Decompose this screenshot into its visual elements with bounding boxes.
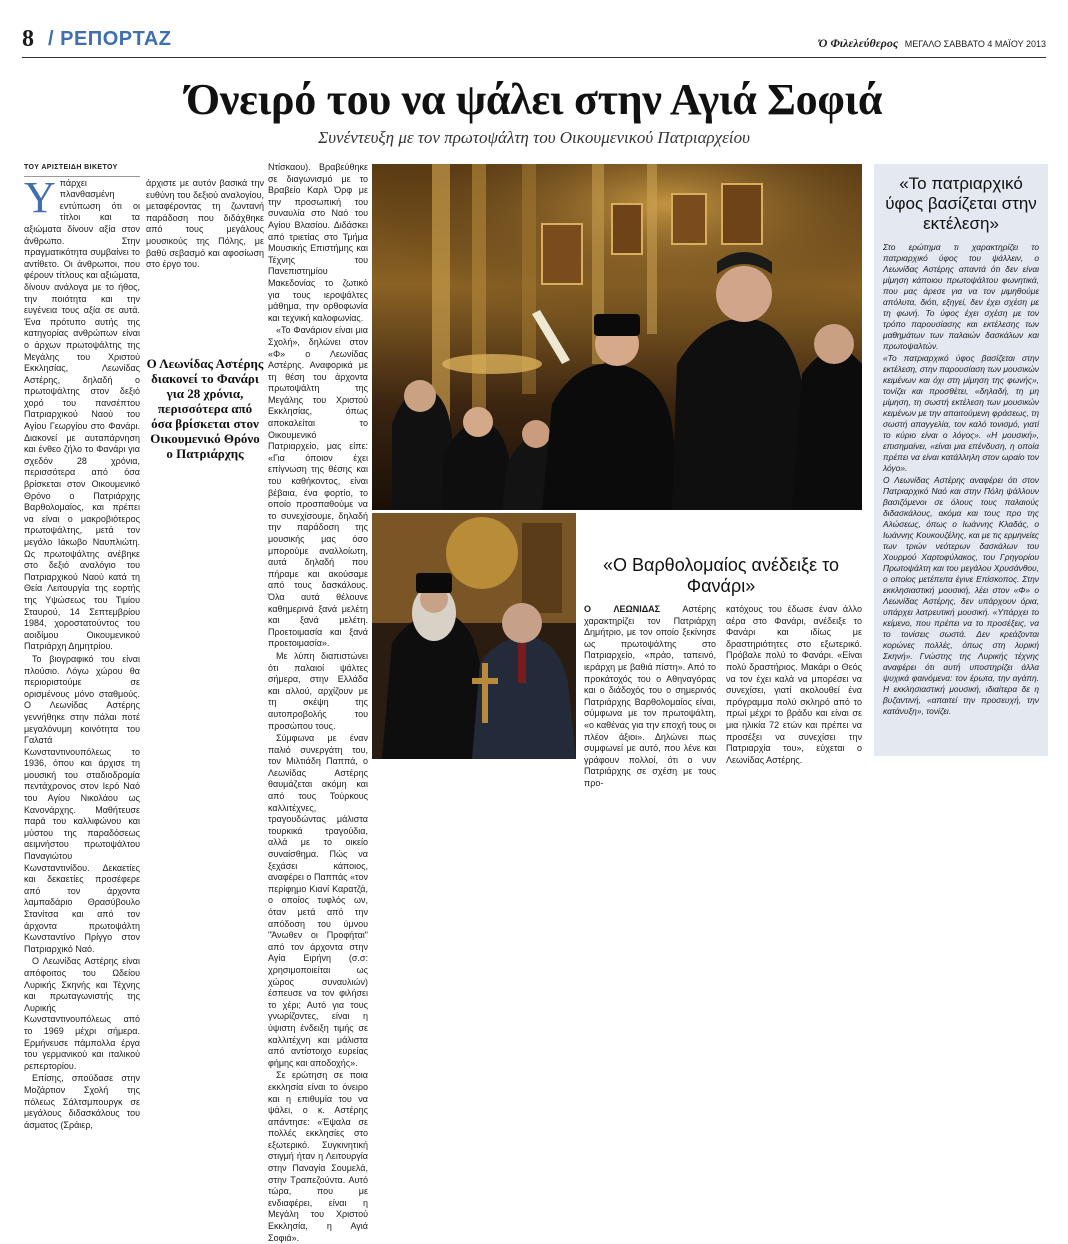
paragraph: Υπάρχει πλανθασμένη εντύπωση ότι οι τίτλοι και τα αξιώματα δίνουν αξία στον άνθρωπο. Στην πραγματικότητα συμβαίνει το αντίθετο. Οι άνθρωποι, που φέρουν τίτλους και αξιώματα, δίνουν ανάλογα με το ήθος, την ποιότητα και την ευγένεια τους αξία σε αυτά. Ένα πρότυπο αυτής της κατηγορίας ανθρώπων είναι ο άρχων πρωτοψάλτης της Μεγάλης του Χριστού Εκκλησίας, Λεωνίδας Αστέρης, δηλαδή ο πρωτοψάλτης στον δεξιό χορό του πανσέπτου Πατριαρχικού Ναού του Αγίου Γεωργίου στο Φανάρι. Διακονεί με αυταπάρνηση και ένθεο ζήλο το Φανάρι για σχεδόν 28 χρόνια, περισσότερα από όσα βρίσκεται στον Οικουμενικό Θρόνο ο Πατριάρχης Βαρθολομαίος, και πρέπει να είναι ο μακροβιότερος πρωτοψάλτης, μετά τον μεγάλο Ιάκωβο Ναυπλιώτη. Ως πρωτοψάλτης ανέβηκε στο δεξιό αναλόγιο του Πατριαρχικού Ναού κατά τη Θεία Λειτουργία της εορτής της Υψώσεως του Τιμίου Σταυρού, 14 Σεπτεμβρίου 1984, χοροστατούντος του αοιδίμου Οικουμενικού Πατριάρχη Δημητρίου. [24,172,141,652]
paragraph: Επίσης, σπούδασε στην Μοζάρτιον Σχολή της πόλεως Σάλτσμπουργκ σε μεγάλους διδασκάλους του άσματος (Σράιερ, [24,1073,140,1130]
column-1b [146,178,264,348]
newspaper-name: Ό Φιλελεύθερος [818,36,899,50]
paragraph: «Το πατριαρχικό ύφος βασίζεται στην εκτέλεση, στην παρουσίαση των μουσικών κειμένων και όχι στη μίμηση της φωνής», τονίζει και προσθέτει, «δηλαδή, τη μη μίμηση, τη σωστή εκτέλεση των μουσικών κειμένων με την απαιτούμενη φράσεως, τη σωστή απαγγελία, τον καλό τονισμό, γιατί το κύριο είναι ο λόγος». «Η μουσική», επισημαίνει, «είναι μια επένδυση, η οποία πρέπει να είναι κατάλληλη στον ωραίο τον λόγο». [883,353,1039,473]
column-2 [268,162,368,1243]
pull-quote: Ο Λεωνίδας Αστέρης διακονεί το Φανάρι για 28 χρόνια, περισσότερα από όσα βρίσκεται στον Οικουμενικό Θρόνο ο Πατριάρχης [146,352,264,465]
sidebar-title: «Το πατριαρχικό ύφος βασίζεται στην εκτέλεση» [885,174,1037,233]
paragraph: Σύμφωνα με έναν παλιό συνεργάτη του, τον Μιλτιάδη Παππά, ο Λεωνίδας Αστέρης θαυμάζεται ακόμη και από τους Τούρκους καλλιτέχνες, τραγουδώντας μάλιστα τουρκικά τραγούδια, αλλά με το οικείο συναίσθημα. Πώς να ξεχάσει κάποιος, αναφέρει ο Παππάς «τον περίφημο Κιανί Καρατζά, ο οποίος τυφλός ων, όταν μετά από την απόδοση του ύμνου "Άνωθεν οι Προφήται" από τον άρχοντα στην Αγία Ειρήνη (σ.σ: χρησιμοποιείται ως χώρος συναυλιών) έσπευσε να τον φιλήσει το χέρι; Αυτό για τους γνωρίζοντες, είναι η ύψιστη ένδειξη τιμής σε καλλιτέχνη και μάλιστα από αντίστοιχο ευρείας φήμης και αποδοχής». [268,733,368,1068]
paragraph: Σε ερώτηση σε ποια εκκλησία είναι το όνειρο και η επιθυμία του να ψάλει, ο κ. Αστέρης απάντησε: «Έψαλα σε πολλές εκκλησίες στο εξωτερικό. Συγκινητική στιγμή ήταν η Λειτουργία στην Παναγία Σουμελά, στην Τραπεζούντα. Αυτό τώρα, που με ενδιαφέρει, είναι η Μεγάλη του Χριστού Εκκλησία, η Αγιά Σοφιά». [268,1070,368,1243]
paragraph: κατόχους του έδωσε έναν άλλο αέρα στο Φανάρι, ανέδειξε το Φανάρι και ιδίως με δραστηριότητες στο εξωτερικό. Πρόβαλε πολύ το Φανάρι. «Είναι πολύ δραστήριος. Μακάρι ο Θεός να τον έχει καλά να μπορέσει να συνεχίσει, γιατί ακολουθεί ένα πρόγραμμα πολύ σκληρό από το πρωί μέχρι το βράδυ και είναι σε μια ηλικία 72 ετών και πρέπει να προσέξει να συνεχίσει την Πατριαρχία του», εύχεται ο Λεωνίδας Αστέρης. [726,604,862,765]
page-number: 8 [22,26,34,52]
masthead [819,36,1046,51]
paragraph: Ο Λεωνίδας Αστέρης είναι απόφοιτος του Ωδείου Λυρικής Σκηνής και Τέχνης και πρωταγωνιστής της Λυρικής Κωνσταντινουπόλεως από το 1969 μέχρι σήμερα. Ερμήνευσε πάμπολλα έργα του γερμανικού και ιταλικού ρεπερτορίου. [24,956,140,1071]
column-1 [24,162,141,1130]
mid-pull-quote: «Ο Βαρθολομαίος ανέδειξε το Φανάρι» [603,555,839,596]
choir-photo [372,164,862,510]
dropcap: Υ [24,172,56,222]
lead-in: Ο ΛΕΩΝΙΔΑΣ [584,604,661,614]
issue-date: ΜΕΓΑΛΟ ΣΑΒΒΑΤΟ 4 ΜΑΪΟΥ 2013 [904,39,1046,49]
paragraph: άρχιστε με αυτόν βασικά την ευθύνη του δεξιού αναλογίου, μεταφέροντας τη ζωντανή παράδοση που διδάχθηκε από τους μεγάλους μουσικούς της Πόλης, με βαθύ σεβασμό και αφοσίωση στο έργο του. [146,178,264,270]
sidebar-body [883,242,1039,717]
paragraph: Το βιογραφικό του είναι πλούσιο. Λόγω χώρου θα περιοριστούμε σε ορισμένους μόνο σταθμούς. Ο Λεωνίδας Αστέρης γεννήθηκε στην πάλαι ποτέ μεγαλόνυμη κοινότητα του Γαλατά Κωνσταντινουπόλεως το 1936, όπου και άρχισε τη μουσική του σταδιοδρομία πεντάχρονος στον Ιερό Ναό του Αγίου Νικολάου ως Κανονάρχης. Μαθήτευσε παρά του καλλιφώνου και μύστου της παραδόσεως αειμνήστου πρωτοψάλτου Παναγιώτου Κωνσταντινίδου. Δεκαετίες και δεκαετίες προσέφερε από τον άρχοντα λαμπαδάριο Θρασύβουλο Στανίτσα και από τον άρχοντα πρωτοψάλτη Κωνσταντίνο Πρίγγο στον Πατριαρχικό Ναό. [24,653,140,954]
paragraph: Ντίσκαου). Βραβεύθηκε σε διαγωνισμό με το Βραβείο Καρλ Όρφ με την προσωπική του συναυλία στο Ναό του Αγίου Βλασίου. Διδάσκει από τριετίας στο Τμήμα Μουσικής Επιστήμης και Τέχνης του Πανεπιστημίου Μακεδονίας το ζωτικό για τους ιεροψάλτες μάθημα, την ορθοφωνία και τεχνική καλοφωνίας. [268,162,368,323]
sidebar-box [874,164,1048,756]
patriarch-photo-illustration [372,513,576,759]
paragraph: Με λύπη διαπιστώνει ότι παλαιοί ψάλτες σήμερα, στην Ελλάδα και αλλού, αρχίζουν με τη σκέψη της αυτοπροβολής του προσώπου τους. [268,650,368,731]
paragraph: Ο Λεωνίδας Αστέρης αναφέρει ότι στον Πατριαρχικό Ναό και στην Πόλη ψάλλουν βασιζόμενοι σε όλους τους παλαιούς διδασκάλους, ακόμα και τους προ της Αλώσεως, όπως ο Ιωάννης Κλαδάς, ο Ιωάννης Κουκουζέλης, και με τις ερμηνείες των τριών νεότερων δασκάλων του Χουρμού Χαρτοφύλακος, του Γρηγορίου Πρωτοψάλτη και του μεγάλου Χρυσάνθου, ο οποίος μετέπειτα έγινε Επίσκοπος. Στην εκκλησιαστική μουσική, λέει στον «Φ» ο Λεωνίδας Αστέρης, δεν υπάρχουν όρια, υπάρχει λατρευτική μουσική. «Υπάρχει το κείμενο, που πρέπει να το προσέξεις, να το τονίσεις σωστά. Δεν κρεάζονται κορώνες πολλές, όπως στη λυρική Σκηνή». Γνώστης της Λυρικής τέχνης αναφέρει ότι αυτή υποστηρίζει άλλα ψυχικά φαινόμενα: τον έρωτα, την αγάπη. Η εκκλησιαστική μουσική, ιδιαίτερα δε η βυζαντινή, «απαιτεί την προσευχή, την κατάνυξη», τονίζει. [883,475,1039,716]
byline: ΤΟΥ ΑΡΙΣΤΕΙΔΗ ΒΙΚΕΤΟΥ [24,162,140,177]
column-3 [584,604,716,788]
article-subtitle: Συνέντευξη με τον πρωτοψάλτη του Οικουμενικού Πατριαρχείου [318,128,750,147]
paragraph: Ο ΛΕΩΝΙΔΑΣ Αστέρης χαρακτηρίζει τον Πατριάρχη Δημήτριο, με τον οποίο ξεκίνησε ως πρωτοψάλτης στο Πατριαρχείο, «πράο, ταπεινό, ιεράρχη με βαθιά πίστη». Από το προκάτοχός του ο Αθηναγόρας και ο διάδοχός του ο σημερινός Πατριάρχης Βαρθολομαίος είναι, σύμφωνα με τον πρωτοψάλτη, «ο καθένας για την εποχή τους οι πλέον άξιοι». Δηλώνει πως συμφωνεί με αυτό, που λένε και γράφουν πολλοί, ότι ο νυν Πατριάρχης σε σχέση με τους προ- [584,604,716,788]
paragraph: Στο ερώτημα τι χαρακτηρίζει το πατριαρχικό ύφος του ψάλλειν, ο Λεωνίδας Αστέρης απαντά ότι δεν είναι μίμηση κάποιου πρωτοψάλτου φωνητικά, που μας άρεσε για να τον μιμηθούμε απόλυτα, διότι, εξηγεί, δεν έχει σχέση με τη φωνή. Το ύφος έχει σχέση με τον τρόπο παρουσίασης και εκτέλεσης των μαθημάτων των παλαιών δασκάλων και πρωτοψαλτών. [883,242,1039,351]
choir-photo-illustration [372,164,862,510]
column-4 [726,604,862,765]
page-header [22,26,1046,58]
article-title: Όνειρό του να ψάλει στην Αγιά Σοφιά [185,75,883,124]
patriarch-photo [372,510,576,756]
section-label: / ΡΕΠΟΡΤΑΖ [48,28,172,50]
paragraph: «Το Φανάριον είναι μια Σχολή», δηλώνει στον «Φ» ο Λεωνίδας Αστέρης. Αναφορικά με τη θέση του άρχοντα πρωτοψάλτη της Μεγάλης του Χριστού Εκκλησίας, όπως αποκαλείται το Οικουμενικό Πατριαρχείο, μας είπε: «Για όποιον έχει επίγνωση της θέσης και του καθήκοντος, είναι βέβαια, ένα φορτίο, το οποίο προσπαθούμε να το συνεχίσουμε, δηλαδή την παράδοση της μουσικής μας όσο μπορούμε αναλλοίωτη, αυτά δηλαδή που πήραμε και ακούσαμε από τους δασκάλους. Όλα αυτά θέλουνε καθημερινά ξανά μελέτη και ξανά μελέτη. Προετοιμασία και ξανά προετοιμασία». [268,325,368,649]
